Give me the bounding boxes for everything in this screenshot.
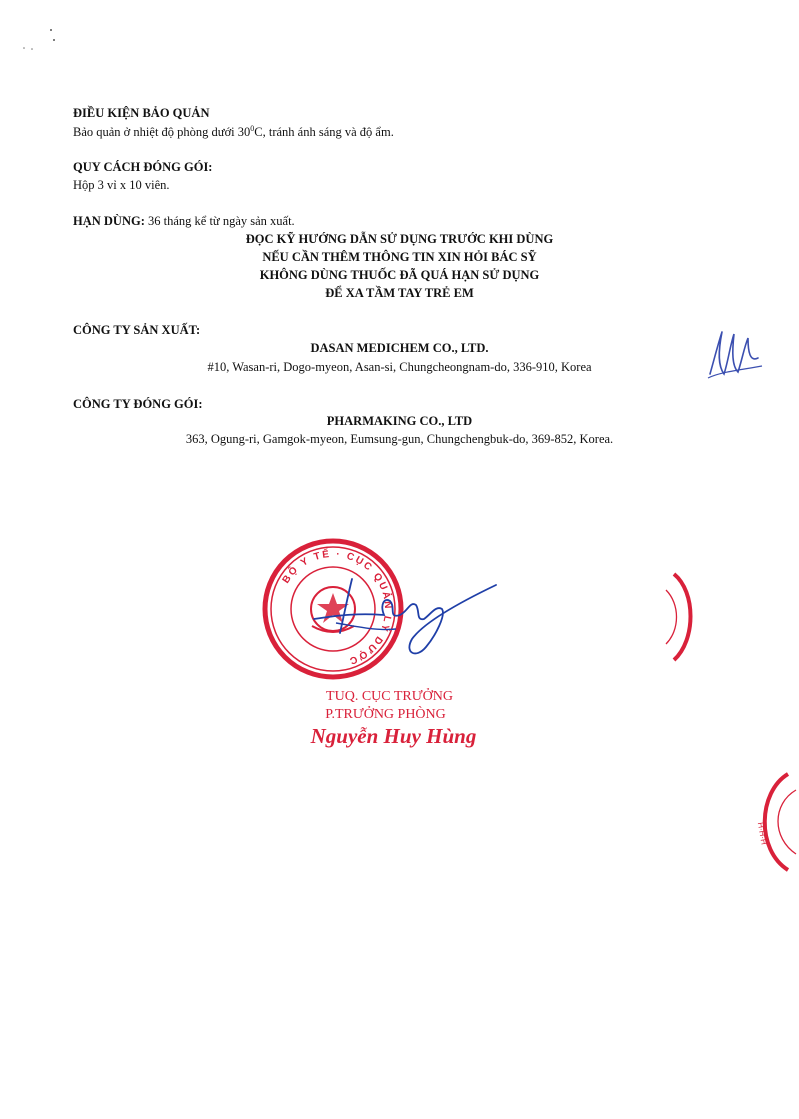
manufacturer-name: DASAN MEDICHEM CO., LTD. (310, 341, 489, 355)
approval-name: Nguyễn Huy Hùng (310, 724, 477, 748)
partial-stamp-right-2 (748, 772, 799, 872)
packaging-text: Hộp 3 vỉ x 10 viên. (73, 178, 170, 192)
storage-heading: ĐIỀU KIỆN BẢO QUẢN (73, 106, 210, 120)
partial-stamp-right-1 (660, 572, 700, 662)
initials-signature (700, 322, 770, 382)
manufacturer-address: #10, Wasan-ri, Dogo-myeon, Asan-si, Chungcheongnam-do, 336-910, Korea (207, 360, 592, 374)
storage-text-main: Bảo quản ở nhiệt độ phòng dưới 30 (73, 125, 251, 140)
scan-dots (18, 22, 68, 52)
approval-line-2: P.TRƯỞNG PHÒNG (325, 707, 446, 722)
storage-degree: 0 (250, 124, 255, 133)
warning-line-3: KHÔNG DÙNG THUỐC ĐÃ QUÁ HẠN SỬ DỤNG (259, 268, 540, 282)
director-signature (300, 575, 500, 660)
expiry-line (73, 214, 295, 229)
storage-text (73, 124, 394, 140)
warning-line-1: ĐỌC KỸ HƯỚNG DẪN SỬ DỤNG TRƯỚC KHI DÙNG (245, 232, 554, 246)
storage-text-end: C, tránh ánh sáng và độ ẩm. (254, 125, 394, 140)
expiry-text: 36 tháng kể từ ngày sản xuất. (144, 214, 295, 228)
packager-name: PHARMAKING CO., LTD (326, 414, 473, 428)
manufacturer-heading: CÔNG TY SẢN XUẤT: (73, 323, 201, 337)
packaging-heading: QUY CÁCH ĐÓNG GÓI: (73, 160, 213, 174)
packager-heading: CÔNG TY ĐÓNG GÓI: (73, 397, 203, 411)
stamp-ring-text: BỘ Y TẾ · CỤC QUẢN LÝ DƯỢC (280, 548, 394, 667)
expiry-heading: HẠN DÙNG: (73, 214, 145, 228)
packager-address: 363, Ogung-ri, Gamgok-myeon, Eumsung-gun, Chungchengbuk-do, 369-852, Korea. (185, 432, 614, 446)
approval-line-1: TUQ. CỤC TRƯỞNG (326, 689, 453, 704)
warning-line-4: ĐỂ XA TẦM TAY TRẺ EM (325, 286, 474, 300)
svg-text:H·H·H: H·H·H (755, 821, 769, 846)
warning-line-2: NẾU CẦN THÊM THÔNG TIN XIN HỎI BÁC SỸ (262, 250, 537, 264)
